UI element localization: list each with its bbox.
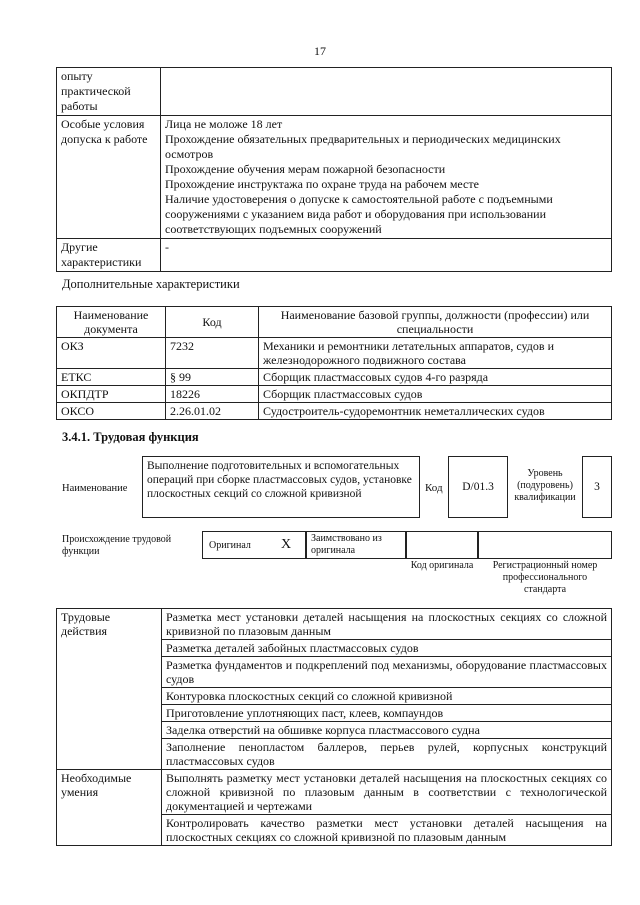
table-row (57, 770, 612, 815)
additional-table (56, 306, 612, 420)
table-row (57, 386, 612, 403)
action-item: Заполнение пенопластом баллеров, перьев рулей, корпусных конструкций пластмассовых судов (162, 739, 612, 770)
code-original-box (406, 531, 478, 559)
original-mark: X (281, 537, 292, 552)
condition-line: Прохождение обучения мерам пожарной безопасности (165, 162, 446, 176)
code-box (448, 456, 508, 518)
cell: ОКСО (57, 403, 166, 420)
column-header: Наименование документа (57, 307, 166, 338)
action-item: Заделка отверстий на обшивке корпуса пластмассового судна (162, 722, 612, 739)
cell: Сборщик пластмассовых судов 4-го разряда (259, 369, 612, 386)
name-label: Наименование (62, 483, 128, 494)
table-row (57, 338, 612, 369)
skill-item: Выполнять разметку мест установки деталей насыщения на плоскостных секциях со сложной кривизной по плазовым данным в соответствии с технологической документацией и чертежами (162, 770, 612, 815)
cell: ОКПДТР (57, 386, 166, 403)
reg-number-box (478, 531, 612, 559)
code-label: Код (425, 482, 443, 494)
action-item: Приготовление уплотняющих паст, клеев, компаундов (162, 705, 612, 722)
level-label: Уровень (подуровень) квалификации (514, 468, 576, 503)
cell: Сборщик пластмассовых судов (259, 386, 612, 403)
table-row (57, 239, 612, 272)
condition-line: Наличие удостоверения о допуске к самостоятельной работе с подъемными сооружениями с указанием вида работ и оборудования при использовании соответствующих подъемных сооружений (165, 192, 553, 236)
row-value (161, 68, 612, 116)
skill-item: Контролировать качество разметки мест установки деталей насыщения на плоскостных секциях со сложной кривизной по плазовым данным (162, 815, 612, 846)
cell: 18226 (166, 386, 259, 403)
column-header: Код (166, 307, 259, 338)
row-value: - (161, 239, 612, 272)
function-title: 3.4.1. Трудовая функция (62, 430, 199, 444)
cell: § 99 (166, 369, 259, 386)
additional-title: Дополнительные характеристики (62, 277, 240, 291)
cell: 2.26.01.02 (166, 403, 259, 420)
function-name: Выполнение подготовительных и вспомогательных операций при сборке пластмассовых судов, установке плоскостных секций со сложной кривизной (147, 460, 412, 500)
table-row (57, 116, 612, 239)
condition-line: Прохождение обязательных предварительных и периодических медицинских осмотров (165, 132, 561, 161)
action-item: Разметка фундаментов и подкреплений под механизмы, оборудование пластмассовых судов (162, 657, 612, 688)
action-item: Разметка мест установки деталей насыщения на плоскостных секциях со сложной кривизной по плазовым данным (162, 609, 612, 640)
table-row (57, 403, 612, 420)
original-label: Оригинал (209, 540, 251, 551)
group-label: Трудовые действия (57, 609, 162, 770)
table-row (57, 68, 612, 116)
action-item: Разметка деталей забойных пластмассовых судов (162, 640, 612, 657)
condition-line: Прохождение инструктажа по охране труда на рабочем месте (165, 177, 479, 191)
function-name-box (142, 456, 420, 518)
conditions-table (56, 67, 612, 272)
table-row (57, 609, 612, 640)
row-label: Другие характеристики (57, 239, 161, 272)
cell: 7232 (166, 338, 259, 369)
code-original-label: Код оригинала (410, 560, 474, 571)
row-label: Особые условия допуска к работе (57, 116, 161, 239)
cell: ОКЗ (57, 338, 166, 369)
cell: Механики и ремонтники летательных аппаратов, судов и железнодорожного подвижного состава (259, 338, 612, 369)
reg-number-label: Регистрационный номер профессионального стандарта (492, 560, 598, 595)
code-value: D/01.3 (462, 481, 494, 493)
group-label: Необходимые умения (57, 770, 162, 846)
actions-table (56, 608, 612, 846)
action-item: Контуровка плоскостных секций со сложной кривизной (162, 688, 612, 705)
original-box (202, 531, 306, 559)
table-header-row (57, 307, 612, 338)
borrowed-label: Заимствовано из оригинала (311, 533, 382, 556)
origin-label: Происхождение трудовой функции (62, 534, 172, 557)
condition-line: Лица не моложе 18 лет (165, 117, 283, 131)
level-box (582, 456, 612, 518)
table-row (57, 369, 612, 386)
cell: ЕТКС (57, 369, 166, 386)
cell: Судостроитель-судоремонтник неметаллических судов (259, 403, 612, 420)
level-value: 3 (594, 481, 600, 493)
column-header: Наименование базовой группы, должности (профессии) или специальности (259, 307, 612, 338)
row-value (161, 116, 612, 239)
borrowed-box (306, 531, 406, 559)
page-number: 17 (314, 44, 326, 58)
row-label: опыту практической работы (57, 68, 161, 116)
